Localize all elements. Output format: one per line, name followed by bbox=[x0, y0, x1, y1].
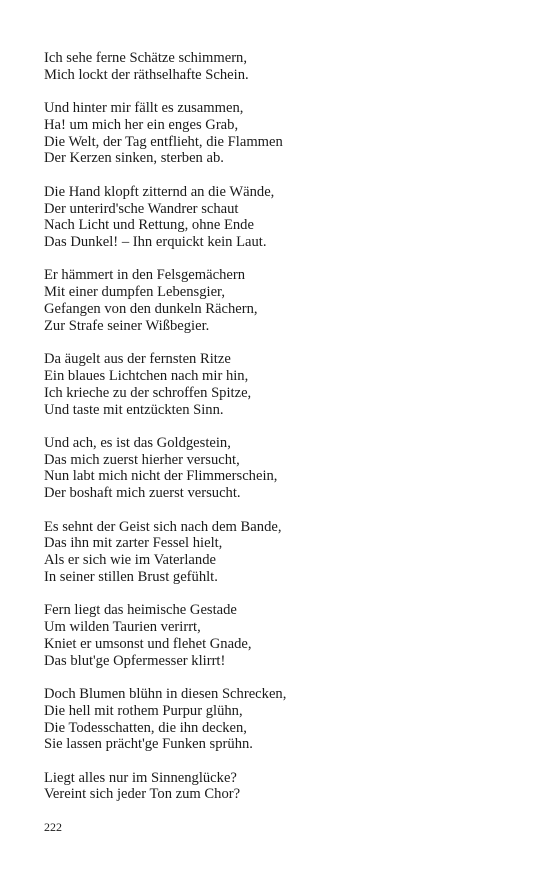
verse-line: Das ihn mit zarter Fessel hielt, bbox=[44, 535, 223, 552]
verse-line: Nun labt mich nicht der Flimmerschein, bbox=[44, 468, 278, 485]
verse-line: Und ach, es ist das Goldgestein, bbox=[44, 434, 231, 451]
stanza bbox=[44, 435, 514, 502]
verse-line: Und taste mit entzückten Sinn. bbox=[44, 401, 224, 418]
verse-line: Er hämmert in den Felsgemächern bbox=[44, 267, 245, 284]
verse-line: Ich krieche zu der schroffen Spitze, bbox=[44, 384, 252, 401]
verse-line: Der Kerzen sinken, sterben ab. bbox=[44, 150, 224, 167]
stanza bbox=[44, 770, 514, 804]
verse-line: Nach Licht und Rettung, ohne Ende bbox=[44, 217, 254, 234]
verse-line: Zur Strafe seiner Wißbegier. bbox=[44, 317, 210, 334]
verse-line: Ha! um mich her ein enges Grab, bbox=[44, 116, 239, 133]
page-number: 222 bbox=[44, 820, 62, 834]
verse-line: Da äugelt aus der fernsten Ritze bbox=[44, 351, 231, 368]
verse-line: Ich sehe ferne Schätze schimmern, bbox=[44, 50, 248, 66]
verse-line: Die hell mit rothem Purpur glühn, bbox=[44, 702, 243, 719]
verse-line: Die Welt, der Tag entflieht, die Flammen bbox=[44, 133, 283, 150]
verse-line: Das blut'ge Opfermesser klirrt! bbox=[44, 652, 226, 669]
verse-line: Der unterird'sche Wandrer schaut bbox=[44, 200, 239, 217]
verse-line: Sie lassen prächt'ge Funken sprühn. bbox=[44, 736, 253, 753]
verse-line: Ein blaues Lichtchen nach mir hin, bbox=[44, 367, 249, 384]
verse-line: Der boshaft mich zuerst versucht. bbox=[44, 485, 241, 502]
verse-line: Die Todesschatten, die ihn decken, bbox=[44, 719, 247, 736]
poem-text bbox=[44, 50, 514, 820]
stanza bbox=[44, 100, 514, 167]
verse-line: Als er sich wie im Vaterlande bbox=[44, 552, 216, 569]
verse-line: Mit einer dumpfen Lebensgier, bbox=[44, 284, 225, 301]
verse-line: In seiner stillen Brust gefühlt. bbox=[44, 568, 218, 585]
verse-line: Das mich zuerst hierher versucht, bbox=[44, 451, 240, 468]
verse-line: Vereint sich jeder Ton zum Chor? bbox=[44, 786, 241, 803]
stanza bbox=[44, 184, 514, 251]
verse-line: Mich lockt der räthselhafte Schein. bbox=[44, 66, 249, 83]
verse-line: Es sehnt der Geist sich nach dem Bande, bbox=[44, 518, 282, 535]
verse-line: Die Hand klopft zitternd an die Wände, bbox=[44, 183, 275, 200]
verse-line: Das Dunkel! – Ihn erquickt kein Laut. bbox=[44, 234, 267, 251]
stanza bbox=[44, 267, 514, 334]
verse-line: Kniet er umsonst und flehet Gnade, bbox=[44, 635, 252, 652]
stanza bbox=[44, 50, 514, 84]
verse-line: Und hinter mir fällt es zusammen, bbox=[44, 100, 244, 117]
stanza bbox=[44, 351, 514, 418]
stanza bbox=[44, 602, 514, 669]
verse-line: Fern liegt das heimische Gestade bbox=[44, 602, 237, 619]
verse-line: Um wilden Taurien verirrt, bbox=[44, 619, 201, 636]
verse-line: Gefangen von den dunkeln Rächern, bbox=[44, 301, 258, 318]
verse-line: Liegt alles nur im Sinnenglücke? bbox=[44, 769, 237, 786]
stanza bbox=[44, 519, 514, 586]
stanza bbox=[44, 686, 514, 753]
verse-line: Doch Blumen blühn in diesen Schrecken, bbox=[44, 685, 287, 702]
